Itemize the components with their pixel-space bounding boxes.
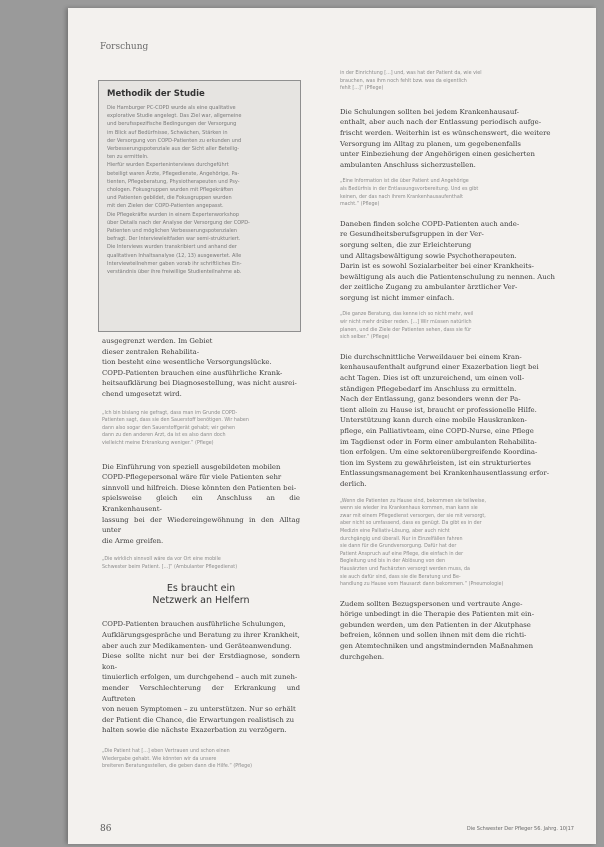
footer-source: Die Schwester Der Pfleger 56. Jahrg. 10|17: [466, 826, 574, 832]
methodology-box: [98, 80, 301, 332]
right-quote-2: „Die ganze Beratung, das kenne ich so nicht mehr, weil wir nicht mehr drüber reden. [...] Wir müssen natürlich planen, und die Ziele der Patienten sehen, dass sie für sich selber.“ (Pflege): [340, 312, 474, 341]
section-heading: Es braucht ein Netzwerk an Helfern: [152, 583, 250, 607]
page-number: 86: [100, 824, 112, 834]
right-paragraph-3: Die durchschnittliche Verweildauer bei einem Kran- kenhausaufenthalt aufgrund einer Exazerbation liegt bei acht Tagen. Dies ist oft unzureichend, um einen voll- ständigen Pflegebedarf im Anschluss zu ermitteln. Nach der Entlassung, ganz besonders wenn der Pa- tient allein zu Hause ist, braucht er professionelle Hilfe. Unterstützung kann durch eine mobile Hauskranken- pflege, ein Palliativteam, eine COPD-Nurse, eine Pflege im Tagdienst oder in Form einer ambulanten Rehabilita- tion erfolgen. Um eine sektorenübergreifende Koordina- tion im System zu gewährleisten, ist ein strukturiertes Entlassungsmanagement bei Krankenhausentlassung erfor- derlich.: [340, 352, 550, 488]
left-quote-2: „Die wirklich sinnvoll wäre da vor Ort eine mobile Schwester beim Patient. [...]“ (Ambulanter Pflegedienst): [102, 557, 238, 570]
right-paragraph-2: Daneben finden solche COPD-Patienten auch ande- re Gesundheitsberufsgruppen in der Ver- sorgung selten, die zur Erleichterung und Alltagsbewältigung sowie Psychotherapeuten. Darin ist es sowohl Sozialarbeiter bei einer Krankheits- bewältigung als auch die Patientenschulung zu nennen. Auch der zeitliche Zugang zu ambulanter ärztlicher Ver- sorgung ist nicht immer einfach.: [340, 219, 555, 302]
right-column: [340, 70, 568, 662]
right-quote-3: „Wenn die Patienten zu Hause sind, bekommen sie teilweise, wenn sie wieder ins Krankenhaus kommen, man kann sie zwar mit einem Pflegedienst versorgen, der sie mit versorgt, aber nicht so umfassend, dass es genügt. Da gibt es in der Medizin eine Palliativ-Lösung, aber auch nicht durchgängig und überall. Nur in Einzelfällen fahren sie dann für die Grundversorgung. Dafür hat der Patient Anspruch auf eine Pflege, die einfach in der Begleitung und bis in der Ablösung von den Hausärzten und Fachärzten versorgt werden muss, da sie auch dafür sind, dass sie die Beratung und Be- handlung zu Hause vom Hausarzt dann bekommen.“ (Pneumologie): [340, 498, 504, 588]
left-paragraph-3: COPD-Patienten brauchen ausführliche Schulungen, Aufklärungsgespräche und Beratung zu ihrer Krankheit, aber auch zur Medikamenten- und Geräteanwendung. Diese sollte nicht nur bei der Erstdiagnose, sondern kon- tinuierlich erfolgen, um durchgehend – auch mit zuneh- mender Verschlechterung der Erkrankung und Auftreten von neuen Symptomen – zu unterstützen. Nur so erhält der Patient die Chance, die Erwartungen realistisch zu halten sowie die nächste Exazerbation zu verzögern.: [102, 620, 300, 735]
methodology-box-title: Methodik der Studie: [107, 89, 205, 99]
right-quote-1: „Eine Information ist die über Patient und Angehörige als Bedürfnis in der Entlassungsvorbereitung. Und es gibt keinen, der das nach ihrem Krankenhausaufenthalt macht.“ (Pflege): [340, 179, 479, 208]
right-paragraph-1: Die Schulungen sollten bei jedem Krankenhausauf- enthalt, aber auch nach der Entlassung periodisch aufge- frischt werden. Weiterhin ist es wünschenswert, die weitere Versorgung im Alltag zu planen, um gegebenenfalls unter Einbeziehung der Angehörigen einen gesicherten ambulanten Anschluss sicherzustellen.: [340, 107, 551, 169]
left-quote-1: „Ich bin bislang nie gefragt, dass man im Grunde COPD- Patienten sagt, dass sie den Sauerstoff benötigen. Wir haben dann also sogar den Sauerstoffgerät gehabt; wir gehen dann zu den anderen Arzt, da ist es also dann doch vielleicht meine Erkrankung weniger.“ (Pflege): [102, 410, 249, 446]
left-paragraph-2: Die Einführung von speziell ausgebildeten mobilen COPD-Pflegepersonal wäre für viele Patienten sehr sinnvoll und hilfreich. Diese könnten den Patienten bei- spielsweise gleich ein Anschluss an die Krankenhausent- lassung bei der Wiedereingewöhnung in den Alltag unter die Arme greifen.: [102, 462, 300, 545]
right-paragraph-4: Zudem sollten Bezugspersonen und vertraute Ange- hörige unbedingt in die Therapie des Patienten mit ein- gebunden werden, um den Patienten in der Akutphase befreien, können und sollen ihnen mit dem die richti- gen Atemtechniken und angstmindernden Maßnahmen durchgehen.: [340, 599, 535, 661]
left-column: [102, 336, 300, 771]
left-quote-3: „Die Patient hat [...] eben Vertrauen und schon einen Wiedergabe gehabt. Wie könnten wir da unsere breiteren Beratungsstellen, die geben dann die Hilfe.“ (Pflege): [102, 749, 253, 770]
section-label: Forschung: [100, 42, 149, 52]
methodology-box-body: Die Hamburger PC-COPD wurde als eine qualitative explorative Studie angelegt. Das Ziel war, allgemeine und berufsspezifische Bedingungen der Versorgung im Blick auf Bedürfnisse, Schwächen, Stärken in der Versorgung von COPD-Patienten zu erkunden und Verbesserungspotenziale aus der Sicht aller Beteilig- ten zu ermitteln. Hierfür wurden Experteninterviews durchgeführt beteiligt waren Ärzte, Pflegedienste, Angehörige, Pa- tienten, Pflegeberatung, Physiotherapeuten und Psy- chologen. Fokusgruppen wurden mit Pflegekräften und Patienten gebildet, die Fokusgruppen wurden mit den Zielen der COPD-Patienten angepasst. Die Pflegekräfte wurden in einem Expertenworkshop über Details nach der Analyse der Versorgung der COPD- Patienten und möglichen Verbesserungspotenzialen befragt. Der Interviewleitfaden war semi-strukturiert. Die Interviews wurden transkribiert und anhand der qualitativen Inhaltsanalyse (12, 13) ausgewertet. Alle Interviewteilnehmer gaben vorab ihr schriftliches Ein- verständnis über ihre freiwillige Studienteilnahme ab.: [107, 105, 250, 276]
right-quote-top: in der Einrichtung [...] und, was hat der Patient da, wie viel brauchen, was ihm noch fehlt bzw. was da eigentlich fehlt [...]“ (Pflege): [340, 71, 482, 92]
left-paragraph-1: ausgegrenzt werden. Im Gebiet dieser zentralen Rehabilita- tion besteht eine wesentliche Versorgungslücke. COPD-Patienten brauchen eine ausführliche Krank- heitsaufklärung bei Diagnosestellung, was nicht ausrei- chend umgesetzt wird.: [102, 337, 297, 398]
magazine-page: [68, 8, 596, 844]
